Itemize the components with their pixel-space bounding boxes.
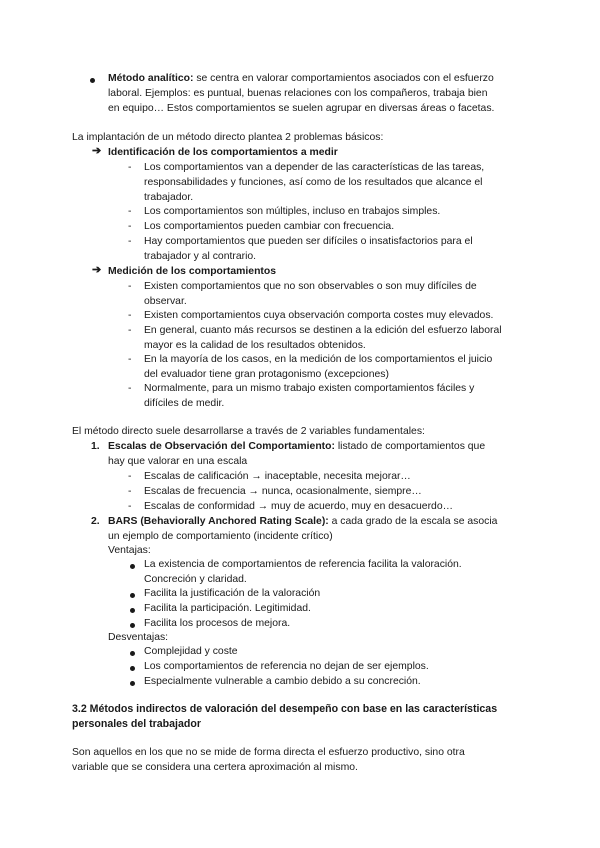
variable2-line-2: un ejemplo de comportamiento (incidente crítico) [108, 531, 333, 542]
section-title-line-1: 3.2 Métodos indirectos de valoración del desempeño con base en las características [72, 703, 498, 715]
variable2-text: a cada grado de la escala se asocia [328, 516, 498, 527]
section-title-line-2: personales del trabajador [72, 718, 201, 730]
variable1-number: 1. [91, 441, 100, 452]
problema1-item-1-l2: responsabilidades y funciones, así como de los resultados que alcance el [144, 177, 483, 188]
dash-marker: - [128, 325, 132, 336]
variable2-number: 2. [91, 516, 100, 527]
bullet-dot [130, 564, 135, 569]
variable2-label: BARS (Behaviorally Anchored Rating Scale): [108, 516, 329, 527]
intro-problemas: La implantación de un método directo plantea 2 problemas básicos: [72, 132, 384, 143]
problema2-item-2: Existen comportamientos cuya observación comporta costes muy elevados. [144, 310, 494, 321]
intro-variables: El método directo suele desarrollarse a través de 2 variables fundamentales: [72, 426, 425, 437]
problema2-item-1-l1: Existen comportamientos que no son observables o son muy difíciles de [144, 281, 477, 292]
dash-marker: - [128, 236, 132, 247]
desventaja-3: Especialmente vulnerable a cambio debido a su concreción. [144, 676, 421, 687]
section-paragraph-line-2: variable que se considera una certera aproximación al mismo. [72, 762, 358, 773]
ventajas-label: Ventajas: [108, 545, 151, 556]
dash-marker: - [128, 206, 132, 217]
bullet-dot [90, 78, 95, 83]
problema2-item-4-l2: del evaluador tiene gran protagonismo (excepciones) [144, 369, 389, 380]
ventaja-2: Facilita la justificación de la valoración [144, 588, 321, 599]
bullet-dot [130, 608, 135, 613]
ventaja-1-l2: Concreción y claridad. [144, 574, 247, 585]
problema1-title: Identificación de los comportamientos a medir [108, 147, 338, 158]
analitico-line-3: en equipo… Estos comportamientos se suelen agrupar en diversas áreas o facetas. [108, 103, 495, 114]
problema1-item-1-l3: trabajador. [144, 192, 194, 203]
problema2-item-4-l1: En la mayoría de los casos, en la medición de los comportamientos el juicio [144, 354, 493, 365]
dash-marker: - [128, 383, 132, 394]
analitico-line-2: laboral. Ejemplos: es puntual, buenas relaciones con los compañeros, trabaja bien [108, 88, 488, 99]
dash-marker: - [128, 354, 132, 365]
variable1-line-2: hay que valorar en una escala [108, 456, 248, 467]
ventaja-4: Facilita los procesos de mejora. [144, 618, 291, 629]
dash-marker: - [128, 486, 132, 497]
bullet-dot [130, 593, 135, 598]
problema1-item-4-l2: trabajador y al contrario. [144, 251, 257, 262]
dash-marker: - [128, 281, 132, 292]
problema2-item-1-l2: observar. [144, 296, 187, 307]
desventaja-2: Los comportamientos de referencia no dejan de ser ejemplos. [144, 661, 429, 672]
problema1-item-3: Los comportamientos pueden cambiar con frecuencia. [144, 221, 395, 232]
arrow-icon: ➔ [92, 145, 102, 157]
analitico-text: se centra en valorar comportamientos asociados con el esfuerzo [193, 73, 494, 84]
arrow-icon: ➔ [92, 264, 102, 276]
bullet-dot [130, 666, 135, 671]
dash-marker: - [128, 310, 132, 321]
problema1-item-2: Los comportamientos son múltiples, incluso en trabajos simples. [144, 206, 441, 217]
problema2-item-3-l2: mayor es la calidad de los resultados obtenidos. [144, 340, 366, 351]
variable1-text: listado de comportamientos que [334, 441, 486, 452]
dash-marker: - [128, 221, 132, 232]
ventaja-1-l1: La existencia de comportamientos de referencia facilita la valoración. [144, 559, 462, 570]
bullet-dot [130, 651, 135, 656]
variable1-item-1: Escalas de calificación → inaceptable, necesita mejorar… [144, 471, 411, 482]
dash-marker: - [128, 162, 132, 173]
section-paragraph-line-1: Son aquellos en los que no se mide de forma directa el esfuerzo productivo, sino otra [72, 747, 465, 758]
problema2-item-5-l2: difíciles de medir. [144, 398, 225, 409]
analitico-line-1 [108, 71, 494, 86]
problema2-title: Medición de los comportamientos [108, 266, 277, 277]
problema2-item-3-l1: En general, cuanto más recursos se destinen a la edición del esfuerzo laboral [144, 325, 502, 336]
variable2-line-1 [108, 514, 497, 529]
problema2-item-5-l1: Normalmente, para un mismo trabajo existen comportamientos fáciles y [144, 383, 475, 394]
analitico-label: Método analítico: [108, 73, 194, 84]
problema1-item-1-l1: Los comportamientos van a depender de las características de las tareas, [144, 162, 485, 173]
dash-marker: - [128, 501, 132, 512]
dash-marker: - [128, 471, 132, 482]
variable1-label: Escalas de Observación del Comportamiento: [108, 441, 335, 452]
problema1-item-4-l1: Hay comportamientos que pueden ser difíciles o insatisfactorios para el [144, 236, 473, 247]
ventaja-3: Facilita la participación. Legitimidad. [144, 603, 311, 614]
desventajas-label: Desventajas: [108, 632, 169, 643]
bullet-dot [130, 623, 135, 628]
variable1-item-2: Escalas de frecuencia → nunca, ocasionalmente, siempre… [144, 486, 422, 497]
bullet-dot [130, 681, 135, 686]
variable1-line-1 [108, 439, 485, 454]
desventaja-1: Complejidad y coste [144, 646, 238, 657]
variable1-item-3: Escalas de conformidad → muy de acuerdo, muy en desacuerdo… [144, 501, 453, 512]
